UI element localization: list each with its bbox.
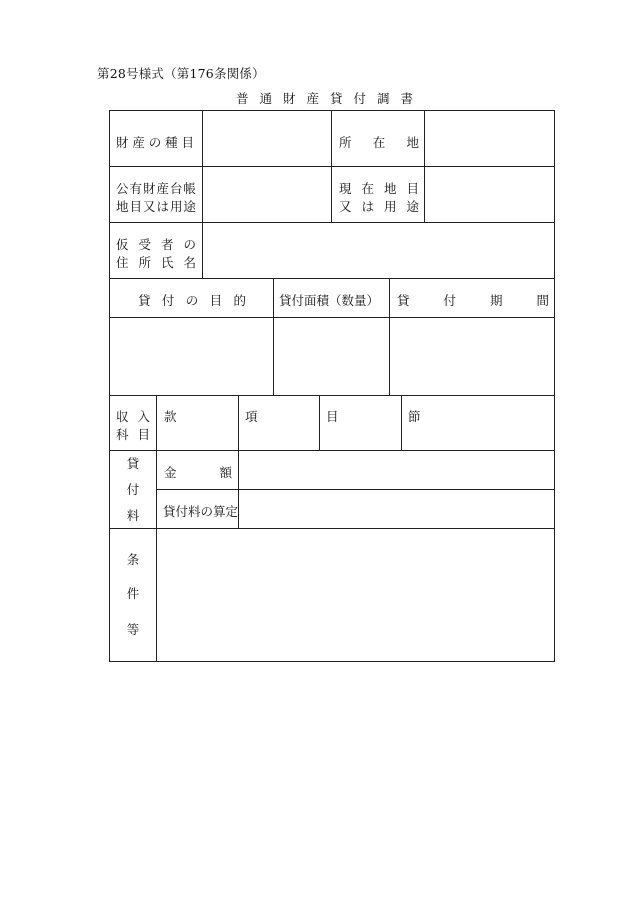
location-label-cell	[332, 111, 425, 167]
current-category-label-line1: 現 在 地 目	[339, 181, 419, 196]
ledger-category-field[interactable]	[203, 167, 332, 223]
revenue-account-label-cell	[110, 396, 157, 451]
borrower-label-line2: 住 所 氏 名	[116, 255, 196, 270]
current-category-field[interactable]	[425, 167, 555, 223]
area-field[interactable]	[274, 318, 390, 396]
kan-label: 款	[164, 409, 177, 424]
purpose-field[interactable]	[110, 318, 274, 396]
period-header: 貸 付 期 間	[397, 293, 549, 308]
revenue-account-label-line2: 科 目	[116, 427, 150, 442]
borrower-label-cell	[110, 223, 203, 279]
conditions-label-char-3: 等	[126, 622, 140, 637]
area-header: 貸付面積（数量）	[279, 293, 380, 308]
fee-calc-label: 貸付料の算定	[163, 504, 239, 519]
moku-field[interactable]	[320, 396, 402, 451]
period-field[interactable]	[390, 318, 555, 396]
period-header-cell	[390, 279, 555, 318]
location-field[interactable]	[425, 111, 555, 167]
setsu-label: 節	[408, 409, 421, 424]
amount-label-cell	[157, 451, 239, 490]
conditions-label-char-2: 件	[126, 586, 140, 601]
property-type-label: 財 産 の 種 目	[116, 135, 194, 150]
fee-label-char-2: 付	[126, 482, 140, 497]
form-title: 普通財産貸付調書	[236, 91, 425, 106]
conditions-label-char-1: 条	[126, 552, 140, 567]
fee-label-char-3: 料	[126, 508, 140, 523]
borrower-field[interactable]	[203, 223, 555, 279]
ledger-category-label-line1: 公 有 財 産 台 帳	[116, 181, 196, 196]
fee-label-char-1: 貸	[126, 456, 140, 471]
conditions-label-cell	[110, 529, 157, 662]
kou-field[interactable]	[239, 396, 320, 451]
area-header-cell	[274, 279, 390, 318]
setsu-field[interactable]	[402, 396, 555, 451]
ledger-category-label-cell	[110, 167, 203, 223]
current-category-label-line2: 又 は 用 途	[339, 199, 419, 214]
location-label: 所 在 地	[339, 135, 419, 150]
borrower-label-line1: 仮 受 者 の	[116, 237, 196, 252]
property-type-label-cell	[110, 111, 203, 167]
ledger-category-label-line2: 地 目 又 は 用 途	[116, 199, 196, 214]
amount-field[interactable]	[239, 451, 555, 490]
conditions-field[interactable]	[157, 529, 555, 662]
loan-record-form	[109, 110, 555, 662]
moku-label: 目	[326, 409, 339, 424]
revenue-account-label-line1: 収 入	[116, 409, 150, 424]
kou-label: 項	[245, 409, 258, 424]
current-category-label-cell	[332, 167, 425, 223]
purpose-header-cell	[110, 279, 274, 318]
fee-calc-label-cell	[157, 490, 239, 529]
fee-label-cell	[110, 451, 157, 529]
kan-field[interactable]	[157, 396, 239, 451]
purpose-header: 貸 付 の 目 的	[138, 293, 246, 308]
form-number: 第28号様式（第176条関係）	[97, 66, 265, 81]
property-type-field[interactable]	[203, 111, 332, 167]
fee-calc-field[interactable]	[239, 490, 555, 529]
amount-label: 金 額	[164, 465, 232, 480]
